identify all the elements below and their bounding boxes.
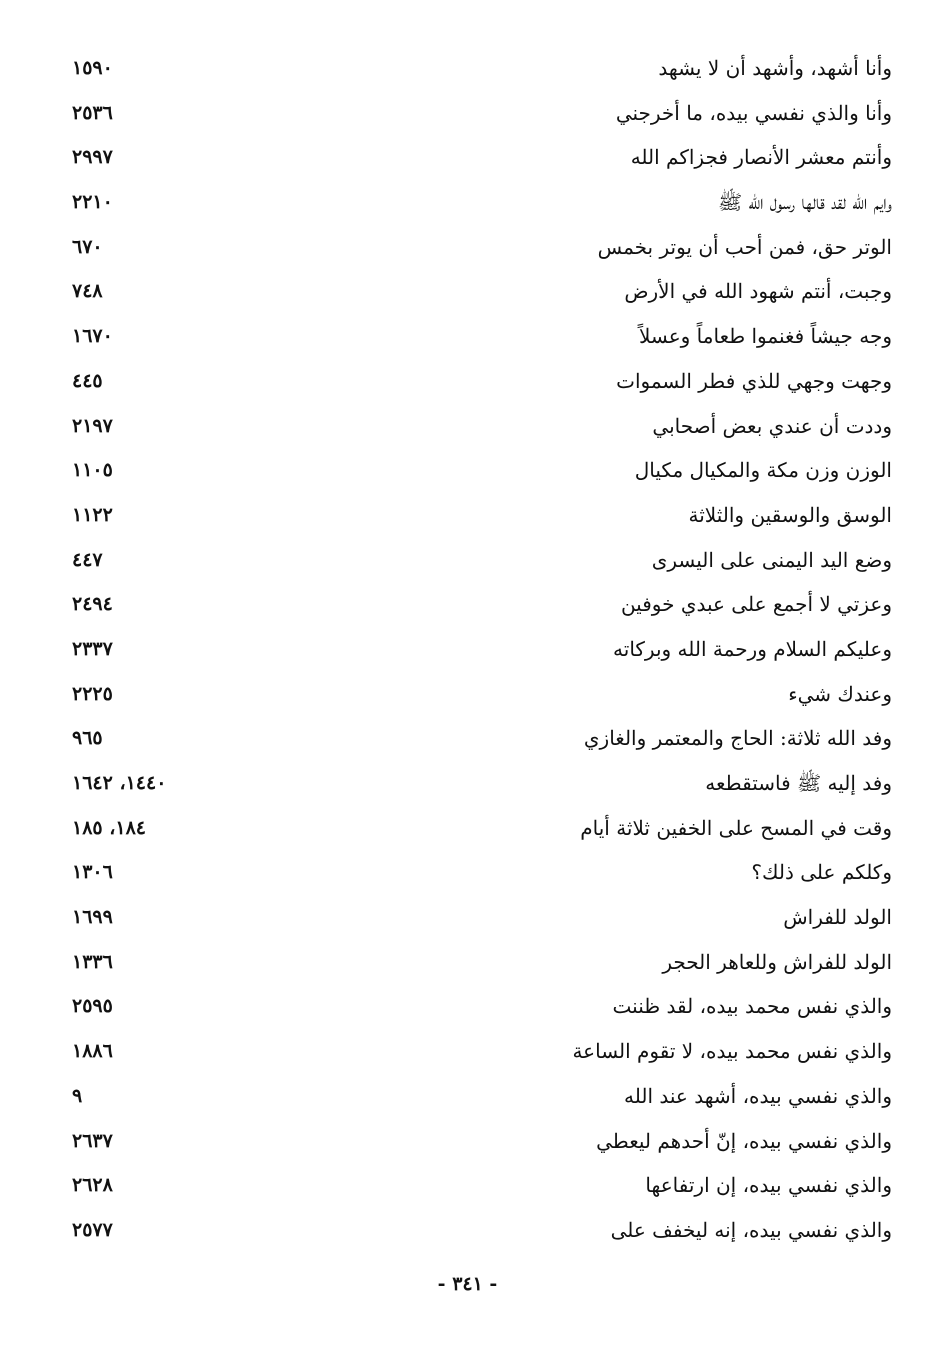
entry-text: والذي نفسي بيده، إن ارتفاعها [645, 1173, 892, 1198]
index-entry [66, 1208, 892, 1253]
entry-text: وفد إليه ﷺ فاستقطعه [705, 771, 892, 795]
page-number: - ٣٤١ - [437, 1273, 498, 1295]
entry-number: ١٦٩٩ [72, 906, 113, 929]
entry-number: ١٨٨٦ [72, 1040, 113, 1063]
entry-text: الوتر حق، فمن أحب أن يوتر بخمس [597, 234, 892, 259]
entry-number: ١٣٣٦ [72, 950, 113, 973]
entry-number: ٢٦٢٨ [72, 1174, 113, 1197]
index-entry [66, 135, 892, 180]
index-entry [66, 582, 892, 627]
index-entry [66, 984, 892, 1029]
entry-number: ٢٥٣٦ [72, 101, 113, 124]
index-entry [66, 627, 892, 672]
entry-number: ١٤٤٠، ١٦٤٢ [72, 772, 167, 794]
entry-number: ٢٥٧٧ [72, 1218, 113, 1241]
hadith-index-list [66, 46, 892, 1253]
entry-number: ٢٦٣٧ [72, 1129, 113, 1152]
entry-text: والذي نفس محمد بيده، لقد ظننت [612, 994, 892, 1019]
entry-text: وفد الله ثلاثة: الحاج والمعتمر والغازي [583, 726, 892, 751]
index-entry [66, 404, 892, 449]
index-entry [66, 850, 892, 895]
entry-text: وددت أن عندي بعض أصحابي [652, 413, 892, 438]
entry-number: ٦٧٠ [72, 235, 103, 258]
entry-text: والذي نفس محمد بيده، لا تقوم الساعة [572, 1039, 892, 1064]
index-entry [66, 716, 892, 761]
entry-text: وجهت وجهي للذي فطر السموات [616, 368, 892, 393]
entry-text: والذي نفسي بيده، إنّ أحدهم ليعطي [596, 1128, 892, 1153]
index-entry [66, 895, 892, 940]
index-entry [66, 538, 892, 583]
entry-number: ٩٦٥ [72, 727, 103, 750]
index-entry [66, 46, 892, 91]
entry-text: وعليكم السلام ورحمة الله وبركاته [613, 636, 892, 661]
entry-number: ١١٠٥ [72, 459, 113, 482]
entry-number: ٢٥٩٥ [72, 995, 113, 1018]
entry-number: ٤٤٥ [72, 369, 103, 392]
entry-number: ٢٢١٠ [72, 191, 113, 214]
entry-number: ١٣٠٦ [72, 861, 113, 884]
index-entry [66, 448, 892, 493]
index-entry [66, 1074, 892, 1119]
index-entry [66, 359, 892, 404]
entry-number: ٢١٩٧ [72, 414, 113, 437]
entry-text: الوسق والوسقين والثلاثة [688, 502, 892, 527]
index-entry [66, 940, 892, 985]
index-entry [66, 806, 892, 851]
entry-number: ١٨٤، ١٨٥ [72, 816, 146, 839]
entry-number: ٢٢٢٥ [72, 682, 113, 705]
entry-number: ٧٤٨ [72, 280, 103, 303]
entry-number: ١٥٩٠ [72, 57, 113, 79]
entry-number: ١٦٧٠ [72, 325, 113, 348]
entry-text: وأنتم معشر الأنصار فجزاكم الله [630, 145, 892, 170]
entry-number: ٢٤٩٤ [72, 593, 113, 616]
entry-text: الولد للفراش وللعاهر الحجر [662, 949, 892, 974]
entry-number: ٩ [72, 1084, 83, 1107]
entry-number: ٢٣٣٧ [72, 637, 113, 660]
index-entry [66, 91, 892, 136]
index-entry [66, 1029, 892, 1074]
entry-text: وأنا أشهد، وأشهد أن لا يشهد [658, 56, 892, 80]
entry-text: وعزتي لا أجمع على عبدي خوفين [620, 592, 892, 617]
entry-text: والذي نفسي بيده، إنه ليخفف على [610, 1217, 892, 1242]
entry-text: الولد للفراش [783, 905, 892, 930]
entry-text: وأنا والذي نفسي بيده، ما أخرجني [615, 100, 892, 125]
entry-text: والذي نفسي بيده، أشهد عند الله [624, 1083, 892, 1108]
index-entry [66, 672, 892, 717]
entry-text: وجه جيشاً فغنموا طعاماً وعسلاً [638, 324, 892, 349]
entry-number: ٢٩٩٧ [72, 146, 113, 169]
entry-text: وقت في المسح على الخفين ثلاثة أيام [580, 815, 892, 840]
index-entry [66, 761, 892, 806]
index-entry [66, 314, 892, 359]
entry-text: وجبت، أنتم شهود الله في الأرض [624, 279, 892, 304]
entry-text: وعندك شيء [788, 681, 892, 706]
index-entry [66, 1163, 892, 1208]
entry-text: وكلكم على ذلك؟ [751, 860, 892, 885]
index-entry [66, 225, 892, 270]
entry-number: ١١٢٢ [72, 503, 113, 526]
entry-text: وايم الله لقد قالها رسول الله ﷺ [717, 190, 892, 215]
entry-text: الوزن وزن مكة والمكيال مكيال [634, 458, 892, 483]
index-entry [66, 1119, 892, 1164]
entry-text: وضع اليد اليمنى على اليسرى [651, 547, 892, 572]
index-entry [66, 180, 892, 225]
entry-number: ٤٤٧ [72, 548, 103, 571]
index-entry [66, 493, 892, 538]
index-entry [66, 269, 892, 314]
